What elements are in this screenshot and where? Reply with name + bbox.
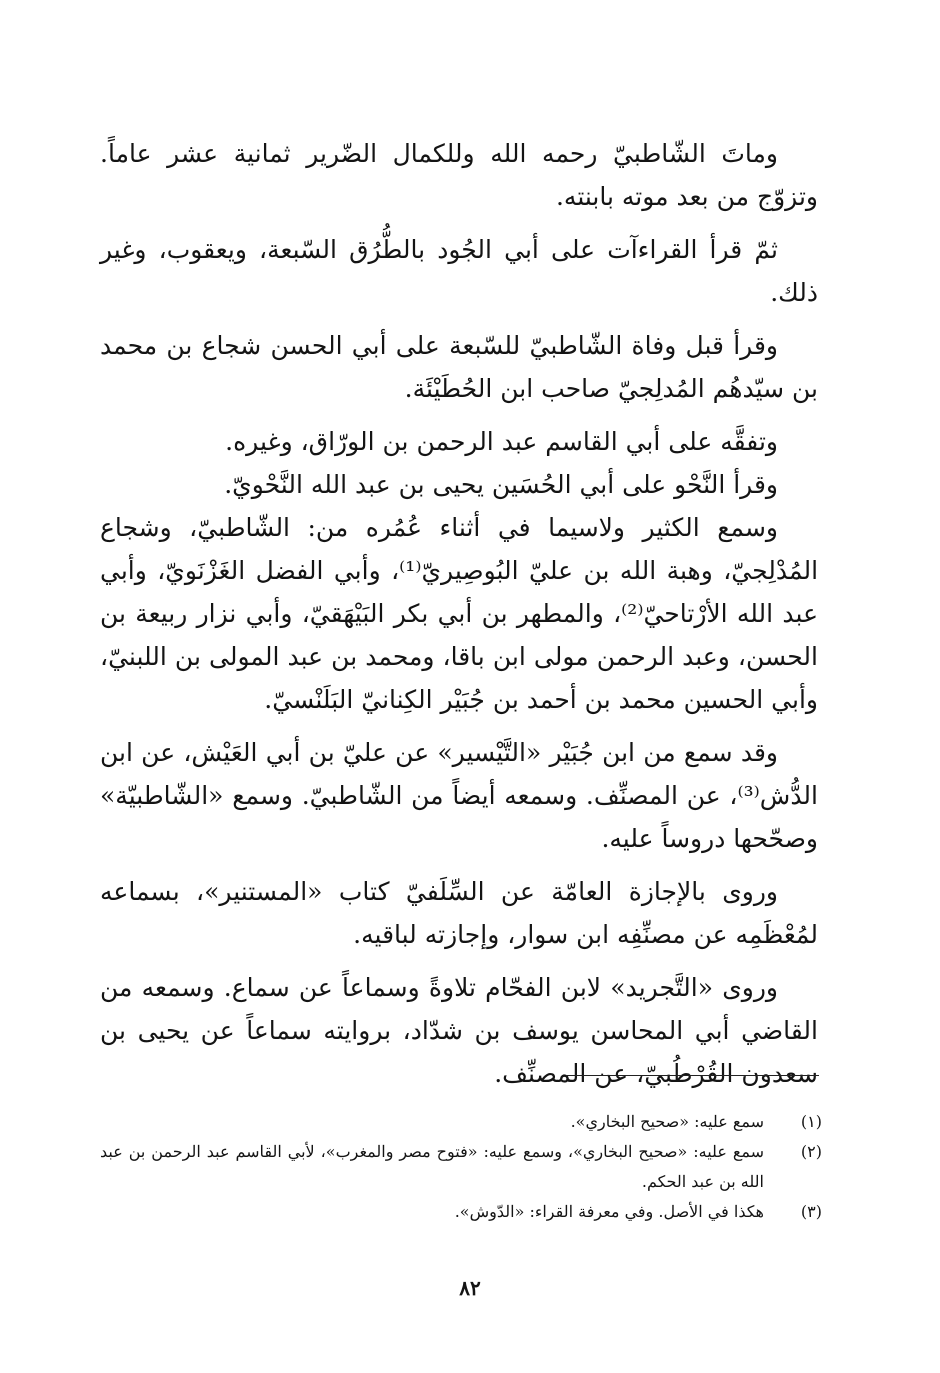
footnote-number: (٢): [800, 1142, 822, 1161]
footnotes: [100, 1107, 822, 1227]
main-text: [100, 132, 818, 1105]
paragraph: وروى بالإجازة العامّة عن السِّلَفيّ كتاب «المستنير»، بسماعه لمُعْظَمِه عن مصنِّفِه ابن سوار، وإجازته لباقيه.: [100, 877, 818, 949]
footnote-text: هكذا في الأصل. وفي معرفة القراء: «الدّوش».: [454, 1202, 764, 1221]
paragraph: وماتَ الشّاطبيّ رحمه الله وللكمال الضّرير ثمانية عشر عاماً. وتزوّج من بعد موته بابنته.: [100, 139, 818, 211]
footnote: [100, 1137, 822, 1197]
footnote-number: (٣): [800, 1202, 822, 1221]
footnote: [100, 1107, 822, 1137]
footnote: [100, 1197, 822, 1227]
paragraph: ثمّ قرأ القراءآت على أبي الجُود بالطُّرُق السّبعة، ويعقوب، وغير ذلك.: [100, 235, 818, 307]
paragraph: وسمع الكثير ولاسيما في أثناء عُمُره من: الشّاطبيّ، وشجاع المُدْلِجيّ، وهبة الله بن عليّ البُوصِيريّ⁽¹⁾، وأبي الفضل الغَزْنَويّ، وأبي عبد الله الأرْتاحيّ⁽²⁾، والمطهر بن أبي بكر البَيْهَقيّ، وأبي نزار ربيعة بن الحسن، وعبد الرحمن مولى ابن باقا، ومحمد بن عبد المولى بن اللبنيّ، وأبي الحسين محمد بن أحمد بن جُبَيْر الكِنانيّ البَلَنْسيّ.: [100, 513, 819, 714]
page-number: ٨٢: [459, 1276, 481, 1300]
paragraph: وقرأ قبل وفاة الشّاطبيّ للسّبعة على أبي الحسن شجاع بن محمد بن سيّدهُم المُدلِجيّ صاحب ابن الحُطَيْئَة.: [100, 331, 818, 403]
footnote-text: سمع عليه: «صحيح البخاري».: [570, 1112, 764, 1131]
paragraph: وقد سمع من ابن جُبَيْر «التَّيْسير» عن عليّ بن أبي العَيْش، عن ابن الدُّش⁽³⁾، عن المصنِّف. وسمعه أيضاً من الشّاطبيّ. وسمع «الشّاطبيّة» وصحّحها دروساً عليه.: [100, 738, 818, 853]
paragraph: وقرأ النَّحْو على أبي الحُسَين يحيى بن عبد الله النَّحْويّ.: [224, 470, 778, 499]
paragraph: وتفقَّه على أبي القاسم عبد الرحمن بن الورّاق، وغيره.: [225, 427, 778, 456]
footnote-text: سمع عليه: «صحيح البخاري»، وسمع عليه: «فتوح مصر والمغرب»، لأبي القاسم عبد الرحمن بن عبد الله بن عبد الحكم.: [100, 1142, 764, 1191]
footnote-divider: [567, 1075, 819, 1076]
paragraph: وروى «التَّجريد» لابن الفحّام تلاوةً وسماعاً عن سماع. وسمعه من القاضي أبي المحاسن يوسف بن شدّاد، بروايته سماعاً عن يحيى بن سعدون القُرْطُبيّ، عن المصنِّف.: [100, 973, 818, 1088]
footnote-number: (١): [800, 1112, 822, 1131]
